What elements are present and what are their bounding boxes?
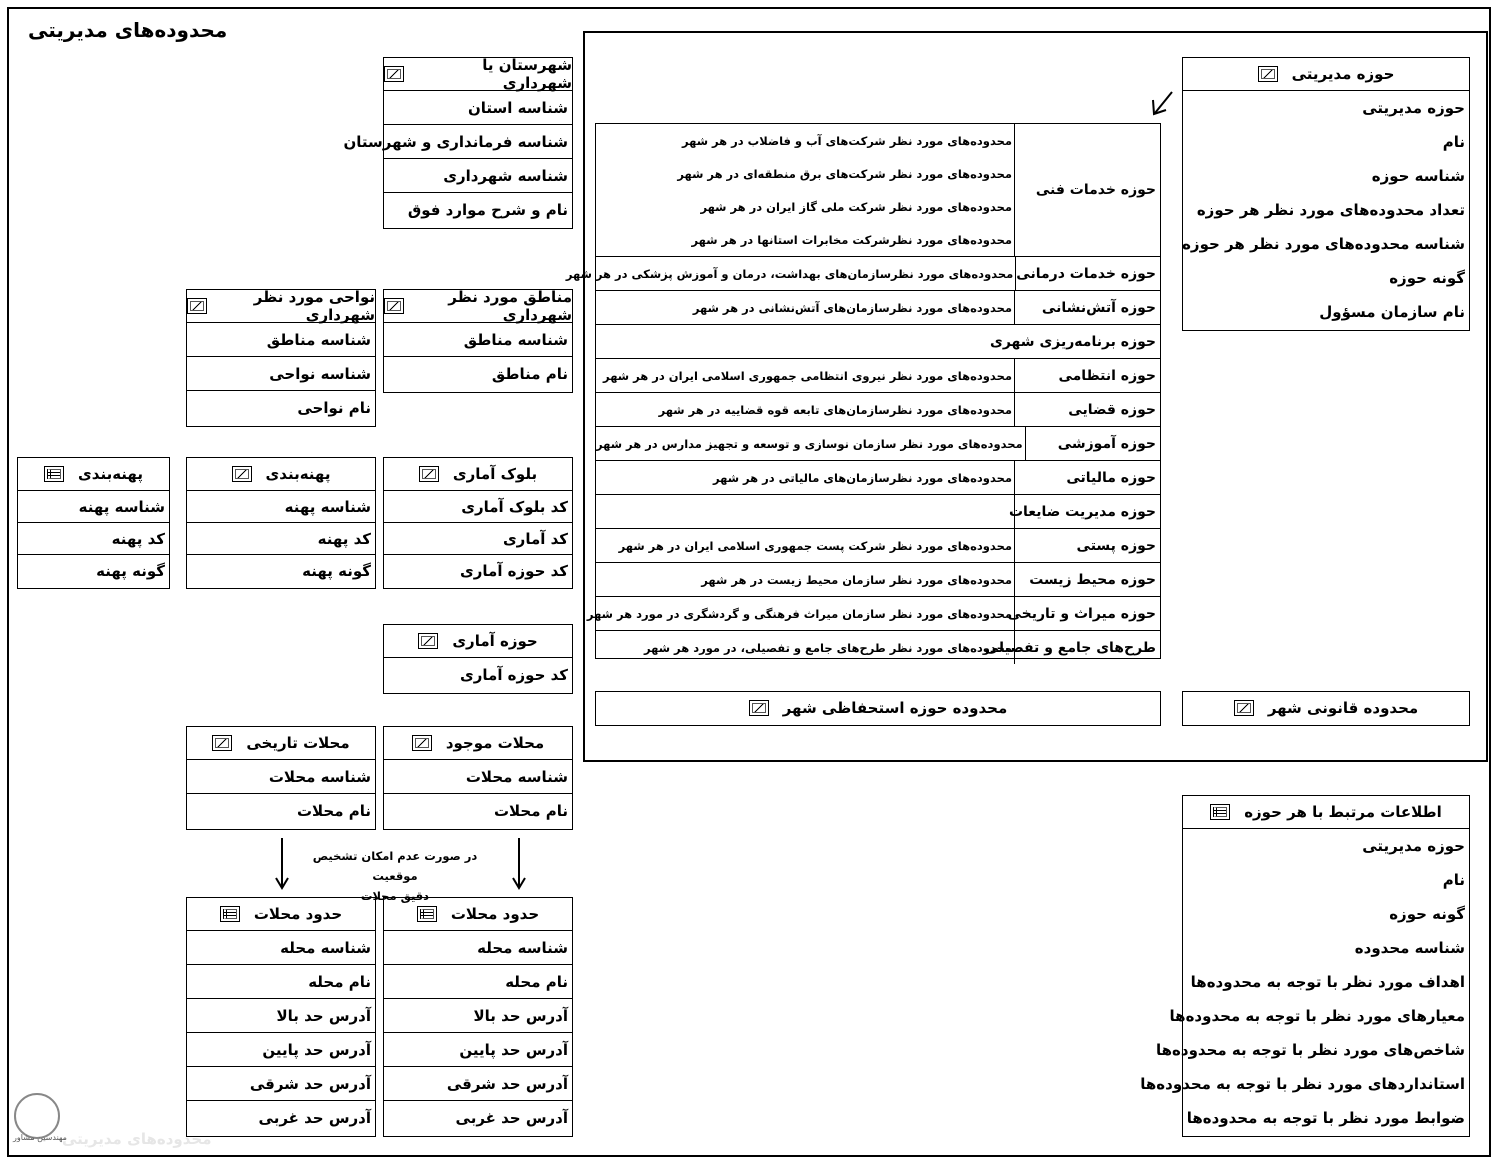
table-row: شناسه مناطق (187, 323, 375, 357)
table-header-label: بلوک آماری (452, 465, 538, 483)
logo-caption: مهندسین مشاور (13, 1133, 67, 1142)
table-row: آدرس حد بالا (187, 999, 375, 1033)
zone-name: حوزه خدمات درمانی (1015, 257, 1160, 290)
zone-name: حوزه پستی (1014, 529, 1160, 562)
table-row: نام (1442, 133, 1465, 151)
zone-name: حوزه محیط زیست (1014, 563, 1160, 596)
table-row: شناسه شهرداری (384, 159, 572, 193)
table-row: آدرس حد شرقی (384, 1067, 572, 1101)
table-row: گونه حوزه (1389, 269, 1465, 287)
table-row: ضوابط مورد نظر با توجه به محدوده‌ها (1186, 1109, 1465, 1127)
bar-ghanooni-label: محدوده قانونی شهر (1267, 699, 1419, 717)
zone-name: حوزه مالیاتی (1014, 461, 1160, 494)
bar-estehfazi-label: محدوده حوزه استحفاظی شهر (782, 699, 1008, 717)
table-row: شناسه محدوده‌های مورد نظر هر حوزه (1182, 235, 1465, 253)
zone-description: محدوده‌های مورد نظر شرکت پست جمهوری اسلامی ایران در هر شهر (618, 538, 1012, 553)
table-header-label: پهنه‌بندی (265, 465, 331, 483)
table-row: آدرس حد پایین (384, 1033, 572, 1067)
table-header-label: حدود محلات (253, 905, 343, 923)
zone-description: محدوده‌های مورد نظر طرح‌های جامع و تفصیلی، در مورد هر شهر (644, 640, 1012, 655)
zone-name: حوزه خدمات فنی (1014, 124, 1160, 256)
table-row: شناسه محدوده (1354, 939, 1465, 957)
table-row: شناسه فرمانداری و شهرستان (384, 125, 572, 159)
zone-name: طرح‌های جامع و تفصیلی (1014, 631, 1160, 664)
watermark: محدوده‌های مدیریتی (62, 1130, 212, 1148)
table-row: آدرس حد بالا (384, 999, 572, 1033)
zone-name: حوزه برنامه‌ریزی شهری (990, 333, 1156, 350)
table-row: شناسه محله (384, 931, 572, 965)
table-row: کد آماری (384, 523, 572, 555)
table-row: کد پهنه (18, 523, 169, 555)
table-row: شناسه نواحی (187, 357, 375, 391)
zone-description: محدوده‌های مورد نظرسازمان‌های تابعه قوه قضاییه در هر شهر (658, 402, 1012, 417)
table-row: نام (1442, 871, 1465, 889)
zone-name: حوزه آموزشی (1025, 427, 1160, 460)
table-row: نام محله (384, 965, 572, 999)
table-row: نام مناطق (491, 365, 568, 383)
table-header-label: پهنه‌بندی (78, 465, 143, 483)
zone-description: محدوده‌های مورد نظر شرکت‌های آب و فاضلاب در هر شهر (681, 133, 1012, 148)
table-row: حوزه مدیریتی (1362, 837, 1465, 855)
table-header-label: شهرستان یا شهرداری (482, 56, 572, 92)
table-row: نام سازمان مسؤول (1319, 303, 1465, 321)
table-row: کد حوزه آماری (460, 562, 568, 580)
table-row: استانداردهای مورد نظر با توجه به محدوده‌ها (1140, 1075, 1465, 1093)
zone-name: حوزه مدیریت ضایعات (1014, 495, 1160, 528)
table-row: کد حوزه آماری (460, 666, 568, 684)
table-row: تعداد محدوده‌های مورد نظر هر حوزه (1196, 201, 1465, 219)
table-row: گونه پهنه (302, 562, 371, 580)
table-header-label: اطلاعات مرتبط با هر حوزه (1244, 803, 1442, 821)
zone-description: محدوده‌های مورد نظرسازمان‌های بهداشت، درمان و آموزش پزشکی در هر شهر (565, 266, 1014, 281)
zone-name: حوزه آتش‌نشانی (1014, 291, 1160, 324)
table-row: شاخص‌های مورد نظر با توجه به محدوده‌ها (1156, 1041, 1465, 1059)
table-header-label: محلات تاریخی (246, 734, 350, 752)
table-row: نام و شرح موارد فوق (407, 201, 568, 219)
table-row: کد پهنه (187, 523, 375, 555)
table-row: گونه حوزه (1389, 905, 1465, 923)
zone-description: محدوده‌های مورد نظرشرکت مخابرات استانها در هر شهر (691, 232, 1012, 247)
table-row: اهداف مورد نظر با توجه به محدوده‌ها (1190, 973, 1465, 991)
table-row: شناسه محله (187, 931, 375, 965)
table-row: نام محله (187, 965, 375, 999)
table-row: آدرس حد پایین (187, 1033, 375, 1067)
table-row: کد بلوک آماری (384, 491, 572, 523)
table-header-label: نواحی مورد نظر شهرداری (253, 288, 375, 324)
table-row: معیارهای مورد نظر با توجه به محدوده‌ها (1169, 1007, 1465, 1025)
page-title: محدوده‌های مدیریتی (28, 18, 228, 42)
table-row: شناسه پهنه (187, 491, 375, 523)
table-header-label: مناطق مورد نظر شهرداری (448, 288, 572, 324)
zone-description: محدوده‌های مورد نظر سازمان میراث فرهنگی و گردشگری در مورد هر شهر (586, 606, 1012, 621)
zone-name: حوزه قضایی (1014, 393, 1160, 426)
table-row: آدرس حد غربی (455, 1109, 568, 1127)
zone-description: محدوده‌های مورد نظر سازمان نوسازی و توسعه و تجهیز مدارس در هر شهر (596, 436, 1023, 451)
table-row: شناسه محلات (187, 760, 375, 794)
zone-description: محدوده‌های مورد نظر نیروی انتظامی جمهوری اسلامی ایران در هر شهر (603, 368, 1012, 383)
zone-description: محدوده‌های مورد نظر سازمان محیط زیست در هر شهر (701, 572, 1012, 587)
table-row: نام نواحی (297, 399, 371, 417)
table-row: آدرس حد غربی (258, 1109, 371, 1127)
zone-name: حوزه میراث و تاریخی (1014, 597, 1160, 630)
table-header-label: محلات موجود (445, 734, 545, 752)
table-row: شناسه پهنه (18, 491, 169, 523)
table-row: شناسه مناطق (384, 323, 572, 357)
table-header-label: حدود محلات (450, 905, 540, 923)
table-header-label: حوزه آماری (452, 632, 538, 650)
zone-description: محدوده‌های مورد نظر شرکت‌های برق منطقه‌ای در هر شهر (677, 166, 1012, 181)
table-row: شناسه حوزه (1371, 167, 1465, 185)
table-row: شناسه استان (384, 91, 572, 125)
zone-description: محدوده‌های مورد نظرسازمان‌های آتش‌نشانی در هر شهر (692, 300, 1012, 315)
table-row: نام محلات (296, 802, 371, 820)
table-header-label: حوزه مدیریتی (1291, 65, 1395, 83)
note-line-1: در صورت عدم امکان تشخیص موقعیت (312, 849, 478, 883)
table-row: نام محلات (493, 802, 568, 820)
table-row: آدرس حد شرقی (187, 1067, 375, 1101)
table-row: گونه پهنه (96, 562, 165, 580)
zone-name: حوزه انتظامی (1014, 359, 1160, 392)
note-line-2: دقیق محلات (360, 889, 430, 903)
zone-description: محدوده‌های مورد نظر شرکت ملی گاز ایران در هر شهر (700, 199, 1012, 214)
table-row: شناسه محلات (384, 760, 572, 794)
zone-description: محدوده‌های مورد نظرسازمان‌های مالیاتی در هر شهر (712, 470, 1012, 485)
table-row: حوزه مدیریتی (1362, 99, 1465, 117)
